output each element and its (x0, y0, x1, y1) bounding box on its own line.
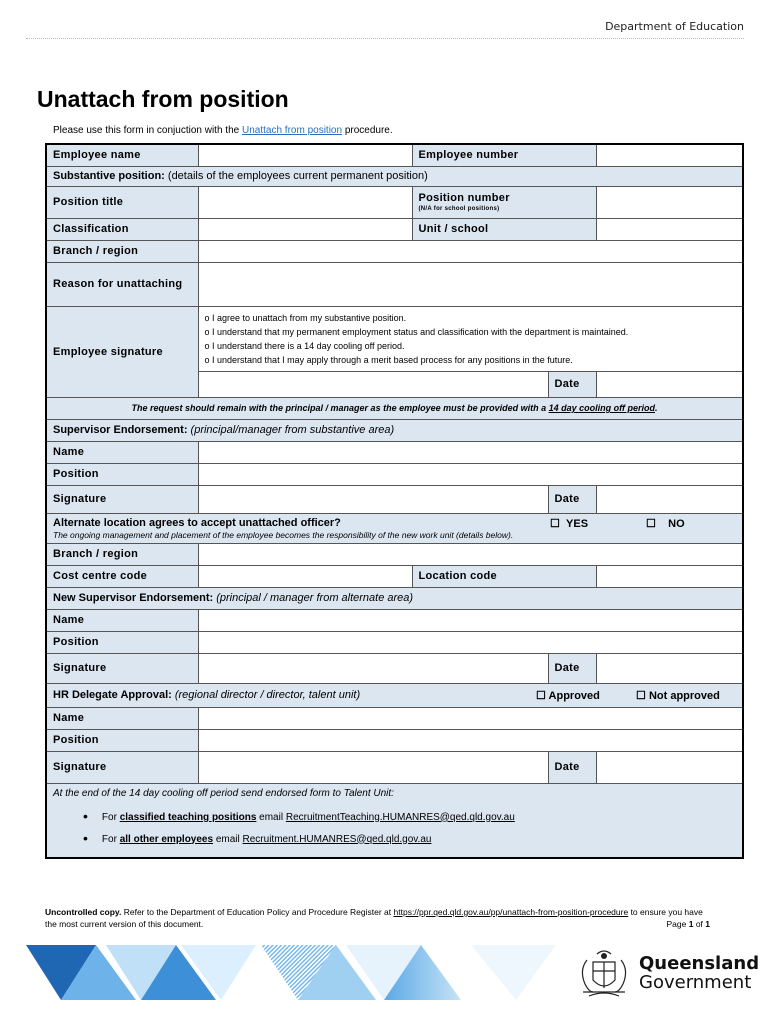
hr-signature-label: Signature (46, 751, 198, 783)
hr-name-field[interactable] (198, 707, 743, 729)
supervisor-position-field[interactable] (198, 463, 743, 485)
hr-approval-header (46, 683, 743, 707)
item-mid: email (256, 811, 286, 823)
hr-header-detail: (regional director / director, talent unit) (171, 689, 361, 701)
alternate-location-header (46, 513, 743, 543)
supervisor-header-label: Supervisor Endorsement: (53, 424, 188, 436)
no-checkbox[interactable] (646, 517, 736, 530)
alternate-branch-field[interactable] (198, 543, 743, 565)
queensland-government-logo (575, 948, 760, 1003)
recruitment-email-link[interactable]: Recruitment.HUMANRES@qed.qld.gov.au (242, 833, 432, 845)
substantive-label: Substantive position: (53, 170, 165, 182)
page-of: of (693, 919, 706, 929)
substantive-position-header (46, 166, 743, 186)
unit-school-field[interactable] (596, 218, 743, 240)
procedure-link[interactable]: Unattach from position (241, 125, 343, 136)
page-prefix: Page (666, 919, 689, 929)
supervisor-signature-label: Signature (46, 485, 198, 513)
cooling-note-emphasis: 14 day cooling off period (548, 403, 655, 413)
hr-position-label: Position (46, 729, 198, 751)
new-supervisor-date-field[interactable] (596, 653, 743, 683)
new-supervisor-name-label: Name (46, 609, 198, 631)
new-supervisor-position-label: Position (46, 631, 198, 653)
coat-of-arms-icon (575, 948, 633, 1000)
submission-intro: At the end of the 14 day cooling off period send endorsed form to Talent Unit: (53, 787, 394, 799)
location-code-label: Location code (412, 565, 596, 587)
item-mid: email (213, 833, 243, 845)
supervisor-endorsement-header (46, 419, 743, 441)
submission-instructions (46, 783, 743, 858)
reason-field[interactable] (198, 262, 743, 306)
cooling-note-text: The request should remain with the principal / manager as the employee must be provided with a (131, 403, 549, 413)
acknowledgement-item[interactable]: o I understand there is a 14 day cooling off period. (205, 339, 737, 353)
triangle-banner (26, 945, 556, 1000)
classification-field[interactable] (198, 218, 412, 240)
hr-name-label: Name (46, 707, 198, 729)
page-total: 1 (705, 919, 710, 929)
approved-label: Approved (548, 689, 600, 702)
footer-after: to ensure you have the most current version of this document. (45, 907, 703, 929)
alternate-question: Alternate location agrees to accept unattached officer? (53, 517, 341, 529)
footer-text: Refer to the Department of Education Policy and Procedure Register at (121, 907, 394, 917)
new-supervisor-header-detail: (principal / manager from alternate area) (213, 592, 414, 604)
not-approved-checkbox[interactable] (636, 689, 736, 702)
employee-number-field[interactable] (596, 144, 743, 166)
alternate-note: The ongoing management and placement of the employee becomes the responsibility of the new work unit (details below). (53, 529, 514, 540)
hr-date-label: Date (548, 751, 596, 783)
employee-signature-label: Employee signature (46, 306, 198, 397)
no-label: NO (668, 517, 685, 530)
page-title: Unattach from position (37, 86, 289, 112)
item-prefix: For (101, 833, 120, 845)
branch-region-field[interactable] (198, 240, 743, 262)
hr-header-label: HR Delegate Approval: (53, 689, 172, 701)
yes-checkbox[interactable] (550, 517, 646, 530)
employee-name-label: Employee name (46, 144, 198, 166)
position-number-note: (N/A for school positions) (418, 206, 500, 212)
acknowledgement-item[interactable]: o I agree to unattach from my substantive position. (205, 311, 737, 325)
cost-centre-field[interactable] (198, 565, 412, 587)
checkbox-icon: ☐ (646, 517, 656, 530)
hr-header-text (53, 689, 536, 701)
new-supervisor-position-field[interactable] (198, 631, 743, 653)
submission-item-other (53, 829, 736, 845)
new-supervisor-date-label: Date (548, 653, 596, 683)
employee-date-label: Date (548, 371, 596, 397)
location-code-field[interactable] (596, 565, 743, 587)
hr-signature-field[interactable] (198, 751, 548, 783)
supervisor-date-field[interactable] (596, 485, 743, 513)
yes-label: YES (566, 517, 589, 530)
checkbox-icon: ☐ (636, 689, 646, 702)
item-prefix: For (101, 811, 120, 823)
acknowledgements-cell (198, 306, 743, 371)
page-number (667, 918, 711, 930)
supervisor-name-field[interactable] (198, 441, 743, 463)
intro-before: Please use this form in conjuction with the (53, 125, 242, 136)
position-title-label: Position title (46, 186, 198, 218)
classification-label: Classification (46, 218, 198, 240)
new-supervisor-name-field[interactable] (198, 609, 743, 631)
supervisor-name-label: Name (46, 441, 198, 463)
employee-number-label: Employee number (412, 144, 596, 166)
submission-item-teaching (53, 807, 736, 823)
supervisor-signature-field[interactable] (198, 485, 548, 513)
position-number-label: Position number (418, 192, 510, 204)
approved-checkbox[interactable] (536, 689, 636, 702)
department-name: Department of Education (605, 20, 744, 33)
alternate-branch-label: Branch / region (46, 543, 198, 565)
header-divider (26, 38, 744, 39)
cost-centre-label: Cost centre code (46, 565, 198, 587)
not-approved-label: Not approved (648, 689, 720, 702)
supervisor-header-detail: (principal/manager from substantive area) (187, 424, 395, 436)
cooling-note-end: . (654, 403, 658, 413)
logo-line1: Queensland (639, 953, 760, 974)
supervisor-position-label: Position (46, 463, 198, 485)
checkbox-icon: ☐ (536, 689, 546, 702)
logo-line2: Government (639, 972, 752, 993)
unattach-form (45, 143, 744, 859)
acknowledgement-list (205, 309, 737, 369)
intro-text (53, 125, 393, 136)
item-bold: all other employees (119, 833, 214, 845)
checkbox-icon: ☐ (550, 517, 560, 530)
ppr-link[interactable]: https://ppr.qed.qld.gov.au/pp/unattach-from-position-procedure (393, 907, 629, 917)
supervisor-date-label: Date (548, 485, 596, 513)
new-supervisor-header (46, 587, 743, 609)
acknowledgement-item[interactable]: o I understand that my permanent employment status and classification with the department is maintained. (205, 325, 737, 339)
page-current: 1 (688, 919, 694, 929)
intro-after: procedure. (342, 125, 393, 136)
item-bold: classified teaching positions (119, 811, 257, 823)
employee-date-field[interactable] (596, 371, 743, 397)
logo-wordmark (639, 954, 759, 992)
hr-position-field[interactable] (198, 729, 743, 751)
reason-label: Reason for unattaching (46, 262, 198, 306)
employee-signature-field[interactable] (198, 371, 548, 397)
acknowledgement-item[interactable]: o I understand that I may apply through a merit based process for any positions in the future. (205, 353, 737, 367)
position-number-field[interactable] (596, 186, 743, 218)
new-supervisor-signature-label: Signature (46, 653, 198, 683)
hr-date-field[interactable] (596, 751, 743, 783)
cooling-off-note (46, 397, 743, 419)
employee-name-field[interactable] (198, 144, 412, 166)
position-number-label-cell (412, 186, 596, 218)
new-supervisor-signature-field[interactable] (198, 653, 548, 683)
substantive-detail: (details of the employees current permanent position) (164, 170, 428, 182)
footer (45, 906, 710, 930)
new-supervisor-header-label: New Supervisor Endorsement: (53, 592, 214, 604)
footer-bold: Uncontrolled copy. (45, 907, 122, 917)
teaching-email-link[interactable]: RecruitmentTeaching.HUMANRES@qed.qld.gov.au (285, 811, 515, 823)
branch-region-label: Branch / region (46, 240, 198, 262)
position-title-field[interactable] (198, 186, 412, 218)
unit-school-label: Unit / school (412, 218, 596, 240)
